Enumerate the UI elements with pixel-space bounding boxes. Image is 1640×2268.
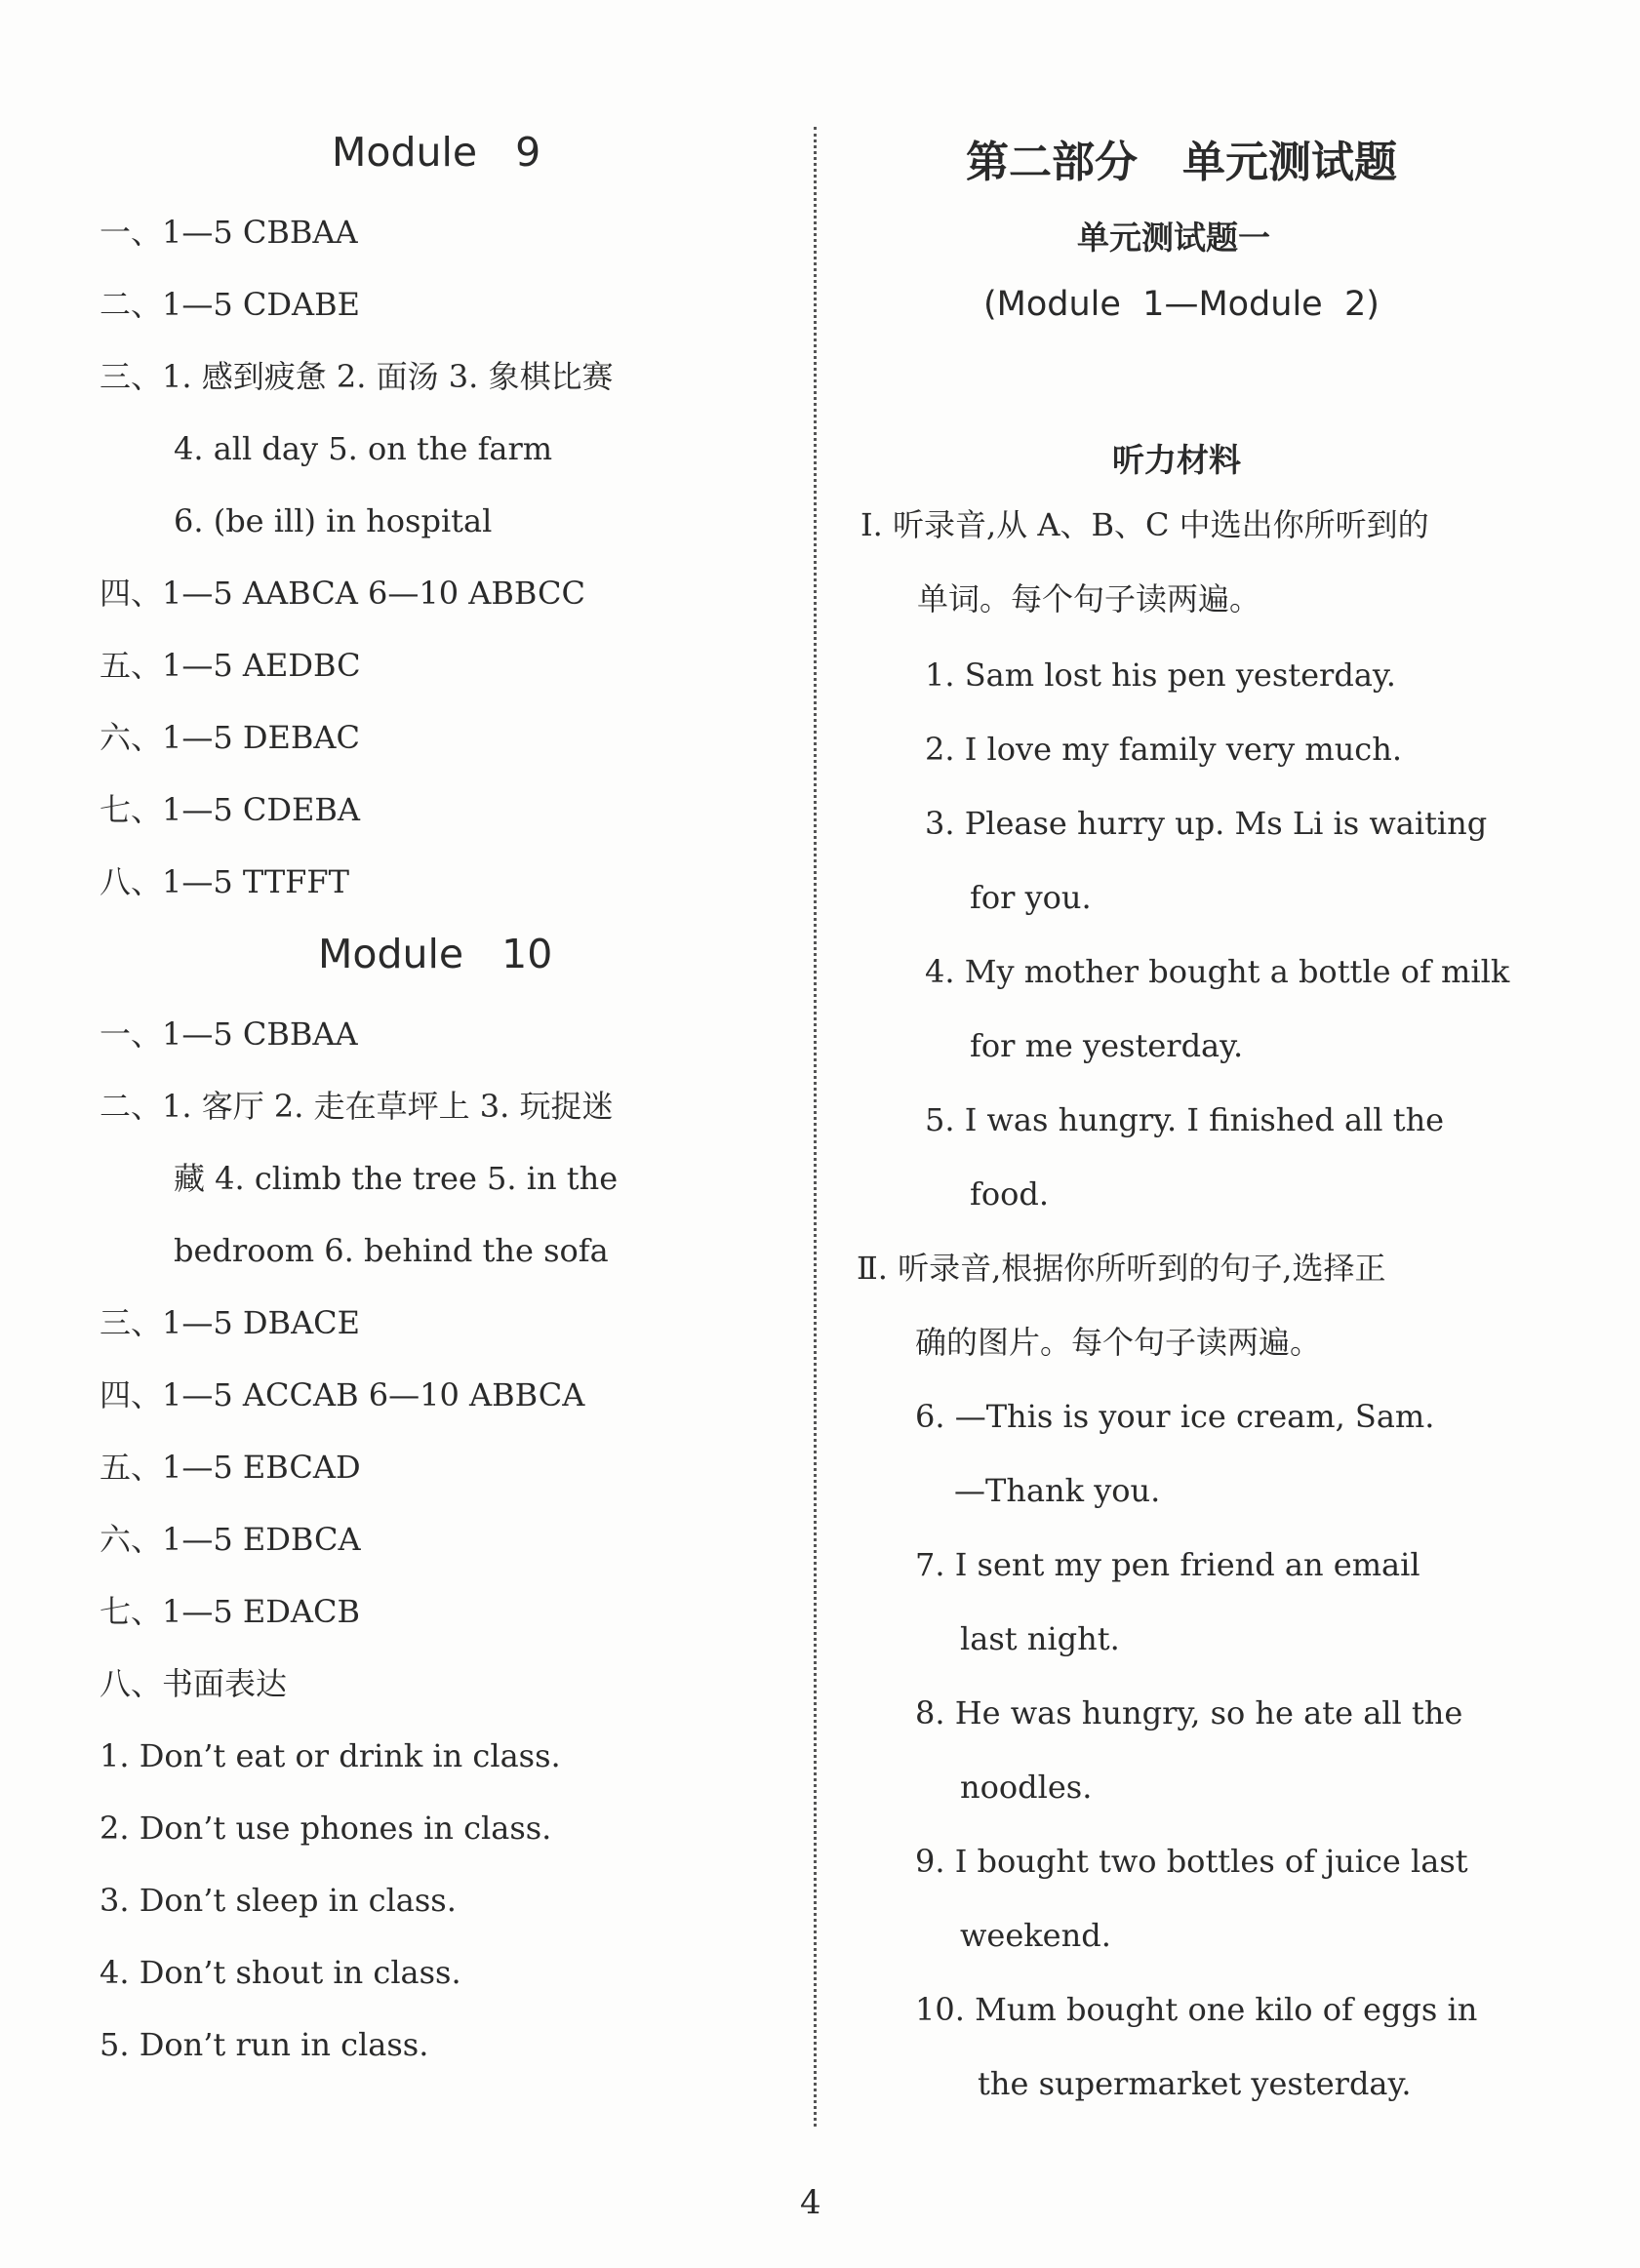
answer-line: 八、书面表达 [100,1665,288,1702]
listening-sentence: —Thank you. [954,1472,1161,1509]
answer-line: 一、1—5 CBBAA [100,1015,358,1053]
answer-line: 三、1—5 DBACE [100,1304,361,1341]
listening-sentence: 10. Mum bought one kilo of eggs in [915,1991,1478,2028]
answer-line: 2. Don’t use phones in class. [100,1810,552,1847]
page-number: 4 [800,2183,821,2222]
answer-line: 七、1—5 EDACB [100,1593,361,1630]
listening-sentence: weekend. [960,1917,1111,1954]
listening-sentence: noodles. [960,1769,1093,1806]
listening-sentence: 2. I love my family very much. [925,731,1402,768]
answer-line: 二、1. 客厅 2. 走在草坪上 3. 玩捉迷 [100,1088,614,1125]
listening-sentence: the supermarket yesterday. [978,2065,1412,2102]
unit-range: (Module 1—Module 2) [983,285,1380,324]
answer-line: 八、1—5 TTFFT [100,863,349,900]
module9-title: Module 9 [332,129,541,176]
answer-line: 六、1—5 EDBCA [100,1521,361,1558]
module10-title: Module 10 [318,931,553,977]
listening-sentence: 3. Please hurry up. Ms Li is waiting [925,805,1488,842]
answer-line: 1. Don’t eat or drink in class. [100,1737,561,1774]
column-divider [814,127,817,2127]
answer-line: 6. (be ill) in hospital [174,502,493,539]
listening-instruction: 确的图片。每个句子读两遍。 [915,1324,1322,1361]
listening-sentence: 7. I sent my pen friend an email [915,1546,1420,1583]
answer-line: 四、1—5 ACCAB 6—10 ABBCA [100,1376,585,1413]
answer-line: 七、1—5 CDEBA [100,791,361,828]
answer-line: 一、1—5 CBBAA [100,214,358,251]
listening-sentence: last night. [960,1620,1120,1657]
answer-line: 藏 4. climb the tree 5. in the [174,1160,619,1197]
listening-sentence: 4. My mother bought a bottle of milk [925,953,1510,990]
listening-sentence: food. [970,1175,1050,1213]
answer-line: 六、1—5 DEBAC [100,719,361,756]
answer-line: 4. Don’t shout in class. [100,1954,461,1991]
unit-title: 单元测试题一 [1077,219,1270,257]
listening-instruction: Ⅰ. 听录音,从 A、B、C 中选出你所听到的 [860,506,1429,543]
listening-sentence: 8. He was hungry, so he ate all the [915,1694,1463,1731]
answer-line: 4. all day 5. on the farm [174,430,553,467]
answer-line: 五、1—5 AEDBC [100,647,361,684]
part-title: 第二部分 单元测试题 [966,138,1397,187]
listening-sentence: for me yesterday. [970,1027,1244,1064]
listening-sentence: for you. [970,879,1092,916]
answer-line: 三、1. 感到疲惫 2. 面汤 3. 象棋比赛 [100,358,614,395]
answer-line: 二、1—5 CDABE [100,286,361,323]
listening-sentence: 5. I was hungry. I finished all the [925,1101,1445,1138]
answer-line: 3. Don’t sleep in class. [100,1882,457,1919]
section-title: 听力材料 [1112,441,1241,479]
answer-line: 四、1—5 AABCA 6—10 ABBCC [100,575,585,612]
answer-line: bedroom 6. behind the sofa [174,1232,609,1269]
listening-sentence: 1. Sam lost his pen yesterday. [925,657,1396,694]
answer-line: 五、1—5 EBCAD [100,1449,361,1486]
listening-sentence: 9. I bought two bottles of juice last [915,1843,1468,1880]
listening-sentence: 6. —This is your ice cream, Sam. [915,1398,1435,1435]
listening-instruction: Ⅱ. 听录音,根据你所听到的句子,选择正 [857,1250,1386,1287]
listening-instruction: 单词。每个句子读两遍。 [917,580,1261,617]
answer-line: 5. Don’t run in class. [100,2026,429,2063]
